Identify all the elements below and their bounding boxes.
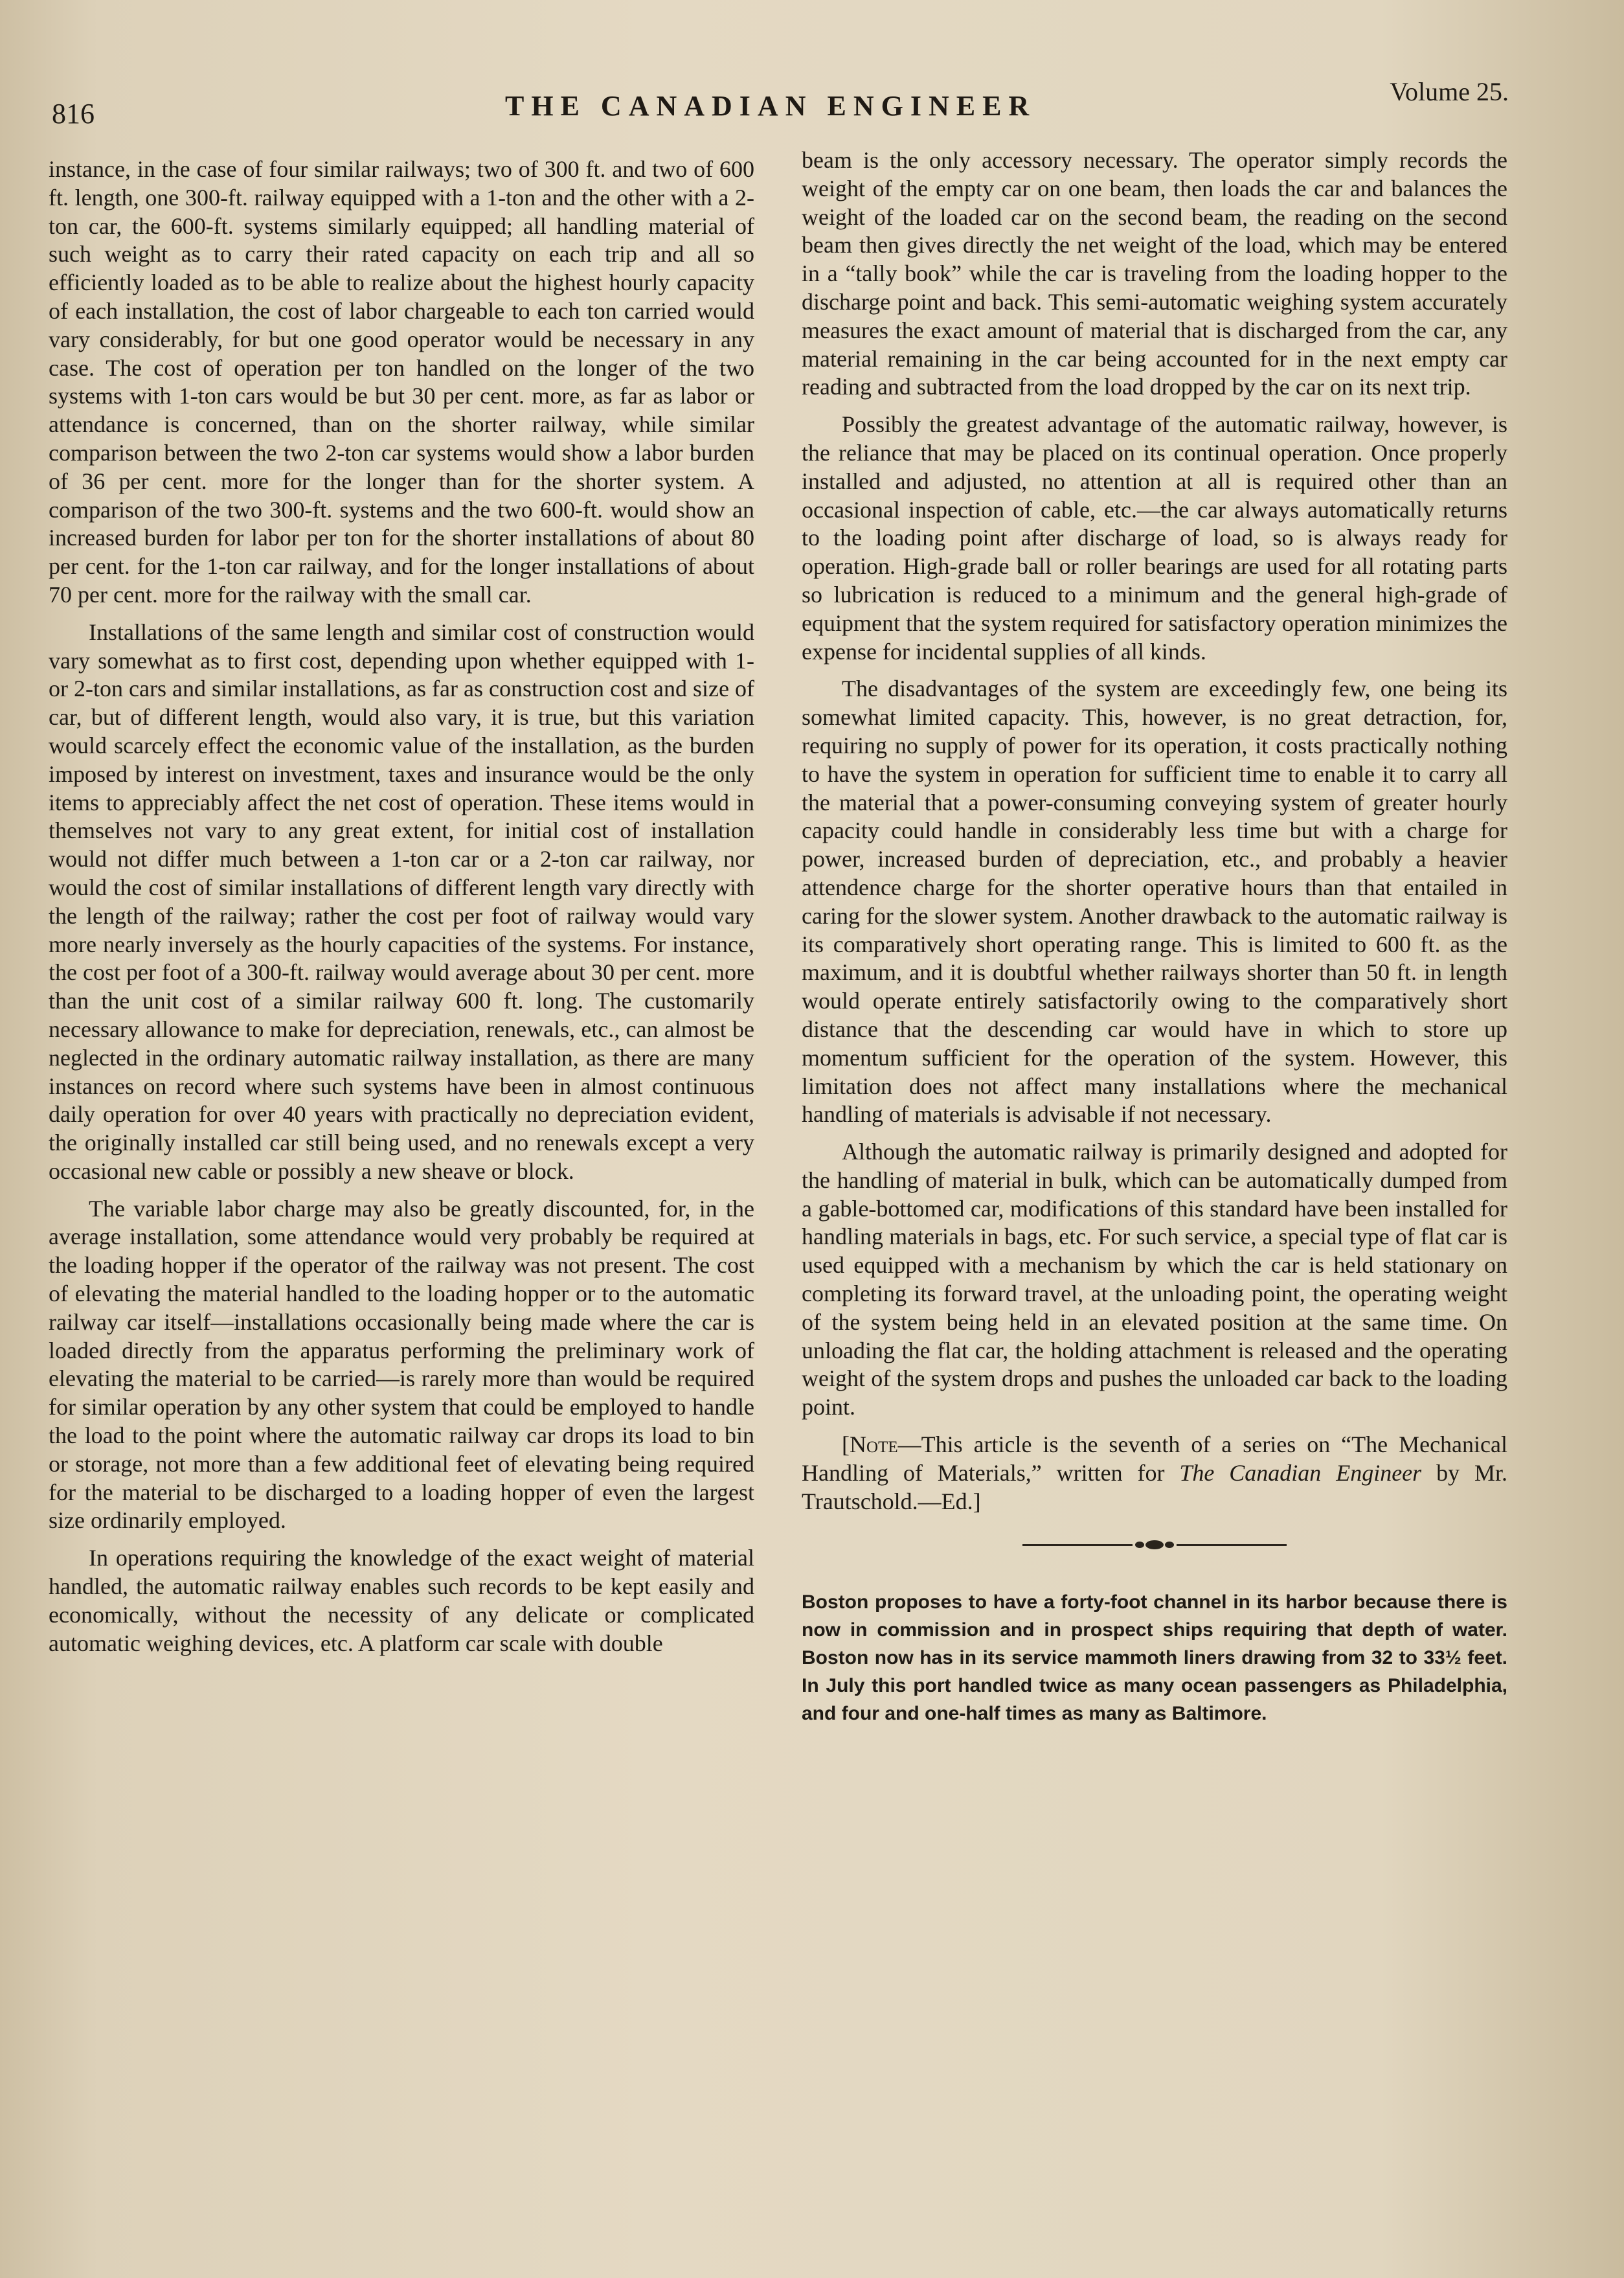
note-text-end: by Mr. Trautschold.—Ed.]: [802, 1459, 1507, 1514]
running-head: [52, 71, 1580, 130]
ornament-rule-right: [1177, 1544, 1287, 1546]
ornament-dot: [1135, 1542, 1144, 1548]
paragraph: Possibly the greatest advantage of the automatic railway, however, is the reliance that may be placed on its continual operation. Once properly installed and adjusted, no attention at all is required other than an occasional inspection of cable, etc.—the car always automatically returns to the loading point after discharge of load, so is always ready for operation. High-grade ball or roller bearings are used for all rotating parts so lubrication is reduced to a minimum and the general high-grade of equipment that the system required for satisfactory operation minimizes the expense for incidental supplies of all kinds.: [802, 411, 1507, 665]
note-label: Note: [850, 1431, 898, 1458]
paragraph: instance, in the case of four similar railways; two of 300 ft. and two of 600 ft. length, one 300-ft. railway equipped with a 1-ton and the other with a 2-ton car, the 600-ft. systems similarly equipped; all handling material of such weight as to carry their rated capacity on each trip and all so efficiently loaded as to be able to realize about the highest hourly capacity of each installation, the cost of labor chargeable to each ton carried would vary considerably, for but one good operator would be necessary in any case. The cost of operation per ton handled on the longer of the two systems with 1-ton cars would be but 30 per cent. more, as far as labor or attendance is concerned, than on the shorter railway, while similar comparison between the two 2-ton car systems would show a labor burden of 36 per cent. more for the longer than for the shorter system. A comparison of the two 300-ft. systems and the two 600-ft. would show an increased burden for labor per ton for the shorter installations of about 80 per cent. for the 1-ton car railway, and for the longer installations of about 70 per cent. more for the railway with the small car.: [49, 156, 754, 608]
paragraph: In operations requiring the knowledge of the exact weight of material handled, the automatic railway enables such records to be kept easily and economically, without the necessity of any delicate or complicated automatic weighing devices, etc. A platform car scale with double: [49, 1545, 754, 1656]
note-publication: The Canadian Engineer: [1179, 1459, 1422, 1486]
ornament-rule-left: [1022, 1544, 1133, 1546]
paragraph: Installations of the same length and similar cost of construction would vary somewhat as to first cost, depending upon whether equipped with 1- or 2-ton cars and similar installations, as far as construction cost and size of car, but of different length, would also vary, it is true, but this variation would scarcely effect the economic value of the installation, as the burden imposed by interest on investment, taxes and insurance would be the only items to appreciably affect the net cost of operation. These items would in themselves not vary to any great extent, for initial cost of installation would not differ much between a 1-ton car or a 2-ton car railway, nor would the cost of similar installations of different length vary directly with the length of the railway; rather the cost per foot of railway would vary more nearly inversely as the hourly capacities of the systems. For instance, the cost per foot of a 300-ft. railway would average about 30 per cent. more than the unit cost of a similar railway 600 ft. long. The customarily necessary allowance to make for depreciation, renewals, etc., can almost be neglected in the ordinary automatic railway installation, as there are many instances on record where such systems have been in almost continuous daily operation for over 40 years with practically no depreciation evident, the originally installed car still being used, and no renewals except a very occasional new cable or possibly a new sheave or block.: [49, 619, 754, 1184]
editor-note: [802, 1431, 1507, 1516]
note-bracket: [: [842, 1431, 850, 1458]
paragraph: Although the automatic railway is primarily designed and adopted for the handling of material in bulk, which can be automatically dumped from a gable-bottomed car, modifications of this standard have been installed for handling materials in bags, etc. For such service, a special type of flat car is used equipped with a mechanism by which the car is held stationary on completing its forward travel, at the unloading point, the operating weight of the system being held in an elevated position at the same time. On unloading the flat car, the holding attachment is released and the operating weight of the system drops and pushes the unloaded car back to the loading point.: [802, 1139, 1507, 1420]
page-number: 816: [52, 98, 95, 130]
volume-label: Volume 25.: [1390, 77, 1509, 106]
ornament-dot: [1145, 1540, 1164, 1549]
right-column: [802, 146, 1507, 1727]
paragraph: The disadvantages of the system are exceedingly few, one being its somewhat limited capacity. This, however, is no great detraction, for, requiring no supply of power for its operation, it costs practically nothing to have the system in operation for sufficient time to enable it to carry all the material that a power-consuming conveying system of greater hourly capacity could handle in considerably less time but with a charge for power, increased burden of depreciation, etc., and probably a heavier attendence charge for the shorter operative hours than that entailed in caring for the slower system. Another drawback to the automatic railway is its comparatively short operating range. This is limited to 600 ft. as the maximum, and it is doubtful whether railways shorter than 50 ft. in length would operate entirely satisfactorily owing to the comparatively short distance that the descending car would have in which to store up momentum sufficient for the operation of the system. However, this limitation does not affect many installations where the mechanical handling of materials is advisable if not necessary.: [802, 676, 1507, 1128]
ornament-dot: [1165, 1542, 1174, 1548]
ornament-dots: [1135, 1540, 1174, 1549]
paragraph: beam is the only accessory necessary. The operator simply records the weight of the empty car on one beam, then loads the car and balances the weight of the loaded car on the second beam, the reading on the second beam then gives directly the net weight of the load, which may be entered in a “tally book” while the car is traveling from the loading hopper to the discharge point and back. This semi-automatic weighing system accurately measures the exact amount of material that is discharged from the car, any material remaining in the car being accounted for in the next empty car reading and subtracted from the load dropped by the car on its next trip.: [802, 147, 1507, 400]
left-column: [49, 155, 754, 1657]
note-text: —This article is the seventh of a series on “The Mechanical Handling of Materials,” written for: [802, 1431, 1507, 1486]
paragraph: The variable labor charge may also be greatly discounted, for, in the average installation, some attendance would very probably be required at the loading hopper if the operator of the railway was not present. The cost of elevating the material handled to the loading hopper or to the automatic railway car itself—installations occasionally being made where the car is loaded directly from the apparatus performing the preliminary work of elevating the material to be carried—is rarely more than would be required for similar operation by any other system that could be employed to handle the load to the point where the automatic railway car drops its load to bin or storage, not more than a few additional feet of elevating being required for the material to be discharged to a loading hopper of even the largest size ordinarily employed.: [49, 1195, 754, 1534]
section-ornament: [802, 1535, 1507, 1555]
journal-title: THE CANADIAN ENGINEER: [505, 90, 1037, 122]
news-item: Boston proposes to have a forty-foot channel in its harbor because there is now in commission and in prospect ships requiring that depth of water. Boston now has in its service mammoth liners drawing from 32 to 33½ feet. In July this port handled twice as many ocean passengers as Philadelphia, and four and one-half times as many as Baltimore.: [802, 1591, 1507, 1725]
